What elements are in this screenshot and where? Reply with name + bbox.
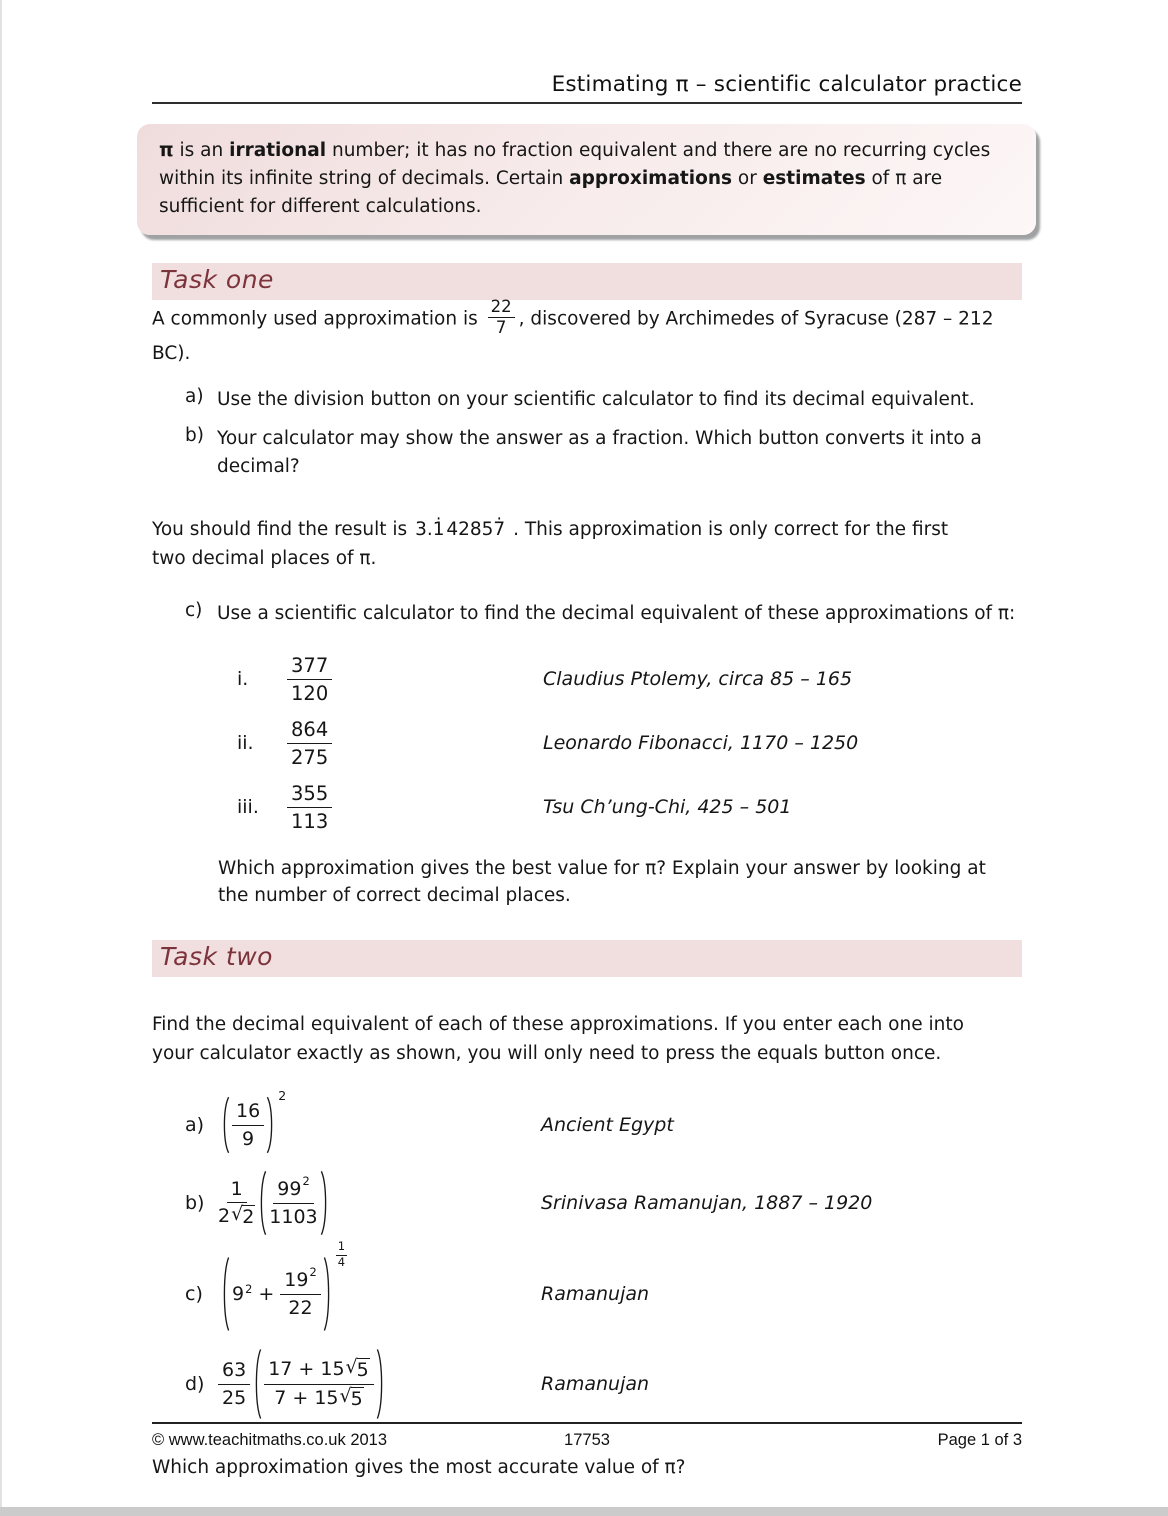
historian-name: Ramanujan (541, 1373, 650, 1396)
left-paren (257, 1170, 267, 1236)
fraction (232, 1100, 264, 1150)
footer-resource-id: 17753 (564, 1431, 610, 1449)
fraction-numerator: 63 (218, 1359, 250, 1384)
intro-text (159, 137, 1014, 220)
historian-name: Tsu Ch’ung-Chi, 425 – 501 (543, 796, 792, 819)
fraction-numerator (273, 1174, 313, 1203)
formula-c-label: c) (185, 1283, 203, 1306)
fraction (280, 1265, 320, 1319)
formula-row-a (185, 1088, 1022, 1154)
intro-bold-approximations: approximations (569, 167, 733, 189)
item-c-label: c) (185, 599, 203, 621)
base: 19 (284, 1269, 309, 1292)
historian-name: Ramanujan (541, 1283, 650, 1306)
fraction-denominator: 1103 (269, 1205, 318, 1228)
historian-name: Leonardo Fibonacci, 1170 – 1250 (543, 732, 859, 755)
formula-b (218, 1170, 541, 1236)
formula-row-c (185, 1239, 1022, 1332)
fraction-denominator: 22 (288, 1296, 313, 1319)
expression: 17 + 15 (268, 1358, 345, 1381)
formula-a-label: a) (185, 1114, 205, 1137)
formula-b-label: b) (185, 1192, 205, 1215)
task-one-question: Which approximation gives the best value for π? Explain your answer by looking at the number of correct decimal places. (218, 857, 986, 907)
fraction-numerator: 1 (227, 1178, 247, 1203)
fraction-numerator: 377 (287, 654, 332, 680)
result-post: . This approximation is only correct for the first two decimal places of π. (152, 519, 949, 570)
fraction-22-7 (488, 298, 515, 337)
approx-fraction (287, 782, 332, 833)
task-one-intro-pre: A commonly used approximation is (152, 308, 484, 330)
fraction (218, 1359, 250, 1409)
fraction-denominator: 25 (222, 1386, 247, 1409)
approx-label: ii. (237, 732, 254, 755)
exponent: 2 (278, 1088, 287, 1104)
formula-d-math (218, 1348, 388, 1420)
fraction-denominator: 113 (291, 809, 329, 833)
approx-fraction (287, 654, 332, 705)
base: 99 (277, 1178, 302, 1201)
right-paren (323, 1256, 333, 1332)
fraction (264, 1358, 374, 1411)
formula-a (218, 1088, 541, 1154)
intro-seg: or (732, 167, 763, 189)
fraction-numerator: 16 (232, 1100, 264, 1125)
page-title: Estimating π – scientific calculator practice (551, 72, 1022, 97)
coefficient: 2 (218, 1205, 231, 1228)
fraction (218, 1178, 255, 1229)
intro-box (137, 124, 1036, 235)
fraction-numerator: 1 (336, 1240, 347, 1255)
formula-c (218, 1239, 541, 1332)
page-bottom-edge (0, 1507, 1168, 1516)
formula-row-b (185, 1170, 1022, 1236)
approx-label: i. (237, 668, 249, 691)
right-paren (320, 1170, 330, 1236)
radicand: 5 (350, 1387, 363, 1410)
approximation-row-iii (237, 782, 1022, 833)
historian-name: Srinivasa Ramanujan, 1887 – 1920 (541, 1192, 873, 1215)
fraction-denominator: 7 (495, 318, 507, 338)
right-paren (376, 1348, 386, 1420)
exponent: 2 (245, 1282, 253, 1297)
task-one-intro (152, 297, 1022, 368)
item-b-text: Your calculator may show the answer as a fraction. Which button converts it into a decimal? (217, 427, 982, 477)
approx-fraction-box (287, 718, 543, 769)
fraction-numerator: 22 (488, 298, 515, 318)
formula-row-d (185, 1348, 1022, 1420)
item-a (185, 386, 1022, 414)
intro-pi: π (159, 140, 174, 161)
task-one-intro-post: , discovered by Archimedes of Syracuse (287 – 212 BC). (152, 308, 994, 364)
right-paren (266, 1096, 276, 1154)
exponent: 2 (309, 1265, 317, 1280)
formula-d (218, 1348, 541, 1420)
sqrt-symbol: √ (231, 1203, 244, 1226)
task-two-heading: Task two (160, 942, 273, 972)
formula-c-math (218, 1239, 347, 1332)
square-root (339, 1384, 364, 1411)
left-paren (252, 1348, 262, 1420)
formula-d-label: d) (185, 1373, 205, 1396)
task-two-band (152, 940, 1022, 977)
result-paragraph (152, 516, 982, 573)
base: 9 (232, 1283, 245, 1306)
task-two-intro: Find the decimal equivalent of each of these approximations. If you enter each one into your calculator exactly as shown, you will only need to press the equals button once. (152, 1014, 964, 1064)
exponent: 2 (302, 1174, 310, 1189)
item-b-label: b) (185, 424, 204, 446)
square-root (346, 1358, 370, 1382)
sqrt-symbol: √ (339, 1384, 352, 1407)
footer (152, 1422, 1022, 1450)
footer-copyright: © www.teachitmaths.co.uk 2013 (152, 1431, 388, 1449)
fraction (269, 1174, 318, 1228)
intro-bold-estimates: estimates (762, 167, 866, 189)
item-a-label: a) (185, 386, 204, 408)
fraction-denominator (218, 1203, 255, 1229)
fraction-numerator: 864 (287, 718, 332, 744)
left-paren (220, 1096, 230, 1154)
intro-seg: of π are sufficient for different calculations. (159, 167, 943, 217)
radicand: 2 (242, 1206, 255, 1229)
item-b (185, 425, 1022, 481)
approximation-row-i (237, 654, 1022, 705)
approx-fraction-box (287, 654, 543, 705)
fraction-denominator: 120 (291, 681, 329, 705)
item-c (185, 600, 1022, 628)
header (152, 72, 1022, 104)
historian-name: Claudius Ptolemy, circa 85 – 165 (543, 668, 853, 691)
approx-fraction (287, 718, 332, 769)
result-pre: You should find the result is (152, 519, 414, 541)
approx-fraction-box (287, 782, 543, 833)
sqrt-symbol: √ (345, 1356, 358, 1379)
fraction-denominator: 9 (242, 1127, 255, 1150)
task-one-heading: Task one (160, 265, 274, 295)
footer-page-number: Page 1 of 3 (937, 1431, 1022, 1449)
square-root (231, 1205, 255, 1229)
item-a-text: Use the division button on your scientific calculator to find its decimal equivalent. (217, 389, 975, 411)
fraction-denominator (274, 1385, 363, 1411)
intro-seg: is an (173, 140, 230, 161)
expression: 7 + 15 (274, 1386, 339, 1409)
left-paren (220, 1256, 230, 1332)
recurring-decimal-value: 3.1̇ 42857̇ (415, 519, 506, 541)
term-base (232, 1283, 252, 1305)
task-one-band (152, 263, 1022, 300)
approximation-row-ii (237, 718, 1022, 769)
fraction-numerator (280, 1265, 320, 1294)
item-c-text: Use a scientific calculator to find the decimal equivalent of these approximations of π: (217, 602, 1016, 624)
formula-b-math (218, 1170, 332, 1236)
formula-a-math (218, 1088, 287, 1154)
exponent-fraction (336, 1240, 347, 1268)
historian-name: Ancient Egypt (541, 1114, 674, 1137)
radicand: 5 (356, 1359, 369, 1382)
fraction-numerator (264, 1358, 374, 1385)
intro-seg: number; it has no fraction equivalent and there are no recurring cycles within its infinite string of decimals. Certain (159, 140, 991, 189)
fraction-denominator: 275 (291, 745, 329, 769)
fraction-denominator: 4 (337, 1254, 346, 1269)
intro-bold-irrational: irrational (229, 140, 327, 161)
approx-label: iii. (237, 796, 259, 819)
task-two-question: Which approximation gives the most accurate value of π? (152, 1457, 686, 1479)
plus-operator: + (258, 1283, 275, 1306)
fraction-numerator: 355 (287, 782, 332, 808)
